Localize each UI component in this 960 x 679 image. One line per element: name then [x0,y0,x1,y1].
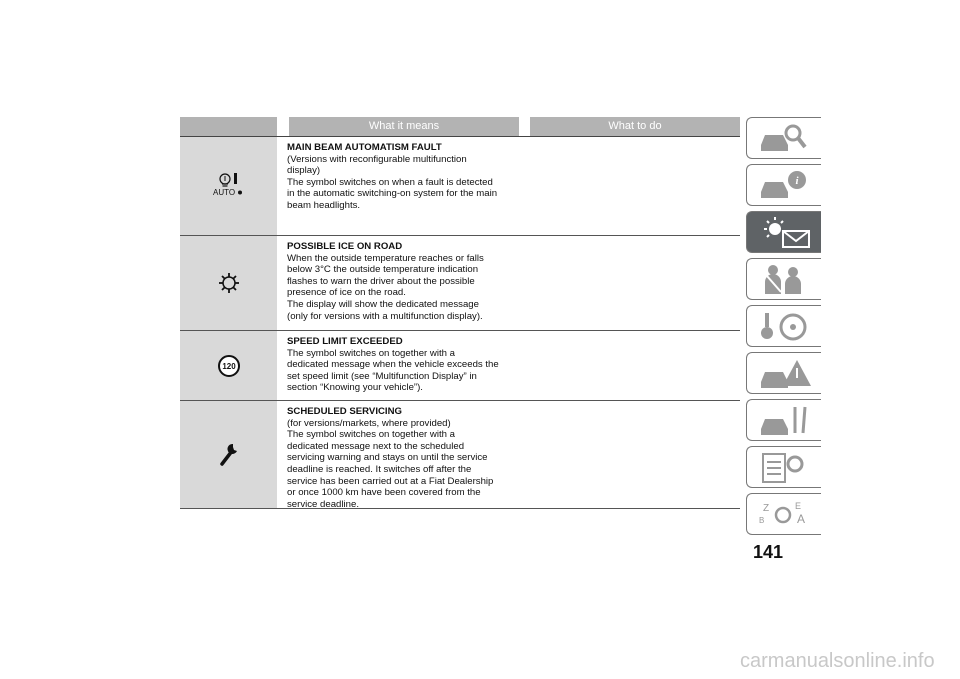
header-what-to-do: What to do [519,117,740,136]
row-line: section “Knowing your vehicle”). [287,382,423,394]
tab-car-info[interactable] [746,164,821,206]
svg-text:Z: Z [763,503,770,514]
row-line: The symbol switches on when a fault is detected [287,176,493,188]
row-title: MAIN BEAM AUTOMATISM FAULT [287,142,442,153]
table-row [180,401,740,509]
tab-servicing[interactable] [746,399,821,441]
row-line: When the outside temperature reaches or falls [287,252,484,264]
row-text [287,336,519,394]
tab-car-search[interactable] [746,117,821,159]
row-line: service has been carried out at a Fiat Dealership [287,475,494,487]
row-text [287,406,519,510]
table-row [180,331,740,401]
row-line: display) [287,165,321,177]
tab-emergency[interactable] [746,352,821,394]
table-row [180,137,740,236]
car-warning-triangle-icon [755,356,815,392]
icon-cell [180,401,277,508]
car-tools-icon [755,403,815,439]
row-line: beam headlights. [287,199,361,211]
row-line: service deadline. [287,498,359,510]
row-title: POSSIBLE ICE ON ROAD [287,241,403,252]
row-title: SPEED LIMIT EXCEEDED [287,336,403,347]
row-line: (only for versions with a multifunction display). [287,310,483,322]
icon-cell [180,331,277,400]
specs-gear-icon [755,450,815,486]
car-info-icon [755,168,815,204]
warning-light-message-icon [755,215,815,251]
svg-text:A: A [797,512,806,526]
svg-text:E: E [795,501,802,511]
row-title: SCHEDULED SERVICING [287,406,402,417]
row-line: The symbol switches on together with a [287,429,455,441]
header-icon-cell [180,117,277,136]
icon-cell [180,236,277,330]
icon-cell [180,137,277,235]
row-text [287,241,519,322]
table-row [180,236,740,331]
svg-text:B: B [759,516,765,525]
tab-starting-driving[interactable] [746,305,821,347]
row-line: below 3°C the outside temperature indication [287,264,479,276]
steering-key-icon [755,309,815,345]
snowflake-icon [217,271,241,295]
tab-warning-lights[interactable] [746,211,821,253]
table-header [180,117,740,136]
tab-technical-specs[interactable] [746,446,821,488]
row-line: deadline is reached. It switches off after the [287,463,472,475]
row-line: (for versions/markets, where provided) [287,417,451,429]
row-text [287,142,519,212]
speed-limit-icon [217,354,241,378]
row-line: presence of ice on the road. [287,287,406,299]
tab-index[interactable] [746,493,821,535]
index-search-icon [755,497,815,533]
header-what-it-means: What it means [289,117,519,136]
page-number: 141 [753,542,784,562]
car-search-icon [755,121,815,157]
auto-label: AUTO [212,188,235,197]
svg-text:i: i [795,175,799,187]
row-line: flashes to warn the driver about the possible [287,275,475,287]
tab-safety[interactable] [746,258,821,300]
seatbelt-safety-icon [755,262,815,298]
wrench-icon [218,442,240,468]
row-line: servicing warning and stays on until the service [287,452,488,464]
row-line: (Versions with reconfigurable multifunction [287,153,467,165]
row-line: set speed limit (see “Multifunction Display” in [287,370,477,382]
warning-lights-table [180,117,740,510]
auto-high-beam-fault-icon [209,171,249,201]
speed-limit-label: 120 [221,361,236,371]
row-line: dedicated message next to the scheduled [287,440,465,452]
row-line: or once 1000 km have been covered from the [287,487,481,499]
row-line: in the automatic switching-on system for the main [287,188,498,200]
row-line: dedicated message when the vehicle exceeds the [287,359,499,371]
watermark: carmanualsonline.info [740,650,935,672]
row-line: The symbol switches on together with a [287,347,455,359]
row-line: The display will show the dedicated message [287,298,479,310]
